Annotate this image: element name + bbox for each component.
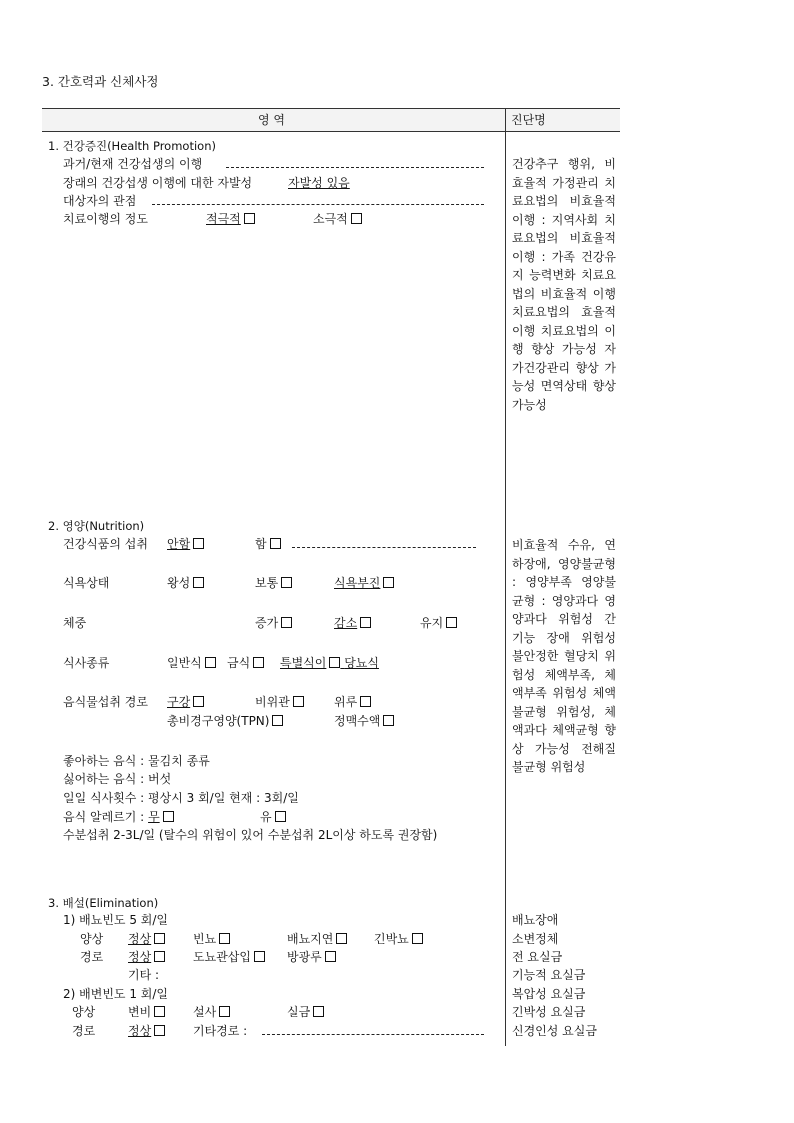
health-past-blank xyxy=(226,167,484,168)
checkbox[interactable] xyxy=(293,696,304,707)
table-column-divider xyxy=(505,108,506,1046)
checkbox[interactable] xyxy=(219,1006,230,1017)
stool-pattern-incontinence[interactable]: 실금 xyxy=(287,1005,324,1019)
table-top-border xyxy=(42,108,620,109)
health-view-blank xyxy=(152,204,484,205)
checkbox[interactable] xyxy=(154,951,165,962)
route-option-oral[interactable]: 구강 xyxy=(167,695,204,709)
checkbox[interactable] xyxy=(154,1025,165,1036)
urine-pattern-urgent[interactable]: 긴박뇨 xyxy=(374,932,423,946)
urine-route-catheter[interactable]: 도뇨관삽입 xyxy=(193,950,265,964)
elim-diagnosis-7: 신경인성 요실금 xyxy=(512,1024,597,1038)
health-diagnosis: 건강추구 행위, 비효율적 가정관리 치료요법의 비효율적 이행 : 지역사회 치료요법의 비효율적 이행 : 가족 건강유지 능력변화 치료요법의 비효율적 이행 치료요법의 효율적 이행 치료요법의 이행 향상 가능성 자가건강관리 향상 가능성 면역상태 향상 가능성 xyxy=(512,157,616,412)
nutrition-diagnosis: 비효율적 수유, 연하장애, 영양불균형 : 영양부족 영양불균형 : 영양과다 영양과다 위험성 간 기능 장애 위험성 불안정한 혈당치 위험성 체액부족, 체액부족 위험성 체액불균형 위험성, 체액과다 체액균형 향상 가능성 전해질 불균형 위험성 xyxy=(512,538,616,774)
elim-diagnosis-1: 배뇨장애 xyxy=(512,913,559,927)
checkbox[interactable] xyxy=(270,538,281,549)
urine-pattern-delay[interactable]: 배뇨지연 xyxy=(287,932,347,946)
nutrition-intake-no[interactable]: 안함 xyxy=(167,537,204,551)
stool-route-blank xyxy=(262,1034,484,1035)
checkbox[interactable] xyxy=(254,951,265,962)
nutrition-diet-label: 식사종류 xyxy=(63,656,110,670)
checkbox[interactable] xyxy=(360,617,371,628)
diet-option-2[interactable]: 금식 xyxy=(227,656,264,670)
checkbox[interactable] xyxy=(275,811,286,822)
nutrition-appetite-label: 식욕상태 xyxy=(63,576,110,590)
urine-pattern-normal[interactable]: 정상 xyxy=(128,932,165,946)
health-future-label: 장래의 건강섭생 이행에 대한 자발성 xyxy=(63,176,253,190)
checkbox[interactable] xyxy=(281,617,292,628)
checkbox[interactable] xyxy=(205,657,216,668)
checkbox[interactable] xyxy=(313,1006,324,1017)
diet-option-1[interactable]: 일반식 xyxy=(167,656,216,670)
checkbox[interactable] xyxy=(351,213,362,224)
elim-diagnosis-2: 소변정체 xyxy=(512,932,559,946)
stool-route-other: 기타경로 : xyxy=(193,1024,248,1038)
checkbox[interactable] xyxy=(244,213,255,224)
checkbox[interactable] xyxy=(163,811,174,822)
checkbox[interactable] xyxy=(154,933,165,944)
elim-diagnosis-5: 복압성 요실금 xyxy=(512,987,586,1001)
checkbox[interactable] xyxy=(272,715,283,726)
route-option-iv[interactable]: 정맥수액 xyxy=(334,714,394,728)
weight-option-2[interactable]: 감소 xyxy=(334,616,371,630)
urine-pattern-label: 양상 xyxy=(80,932,104,946)
nutrition-weight-label: 체중 xyxy=(63,616,87,630)
allergy-no-option[interactable]: 무 xyxy=(148,810,174,824)
page-title: 3. 간호력과 신체사정 xyxy=(42,74,159,89)
route-option-ng[interactable]: 비위관 xyxy=(255,695,304,709)
elimination-section-title: 3. 배설(Elimination) xyxy=(48,896,159,910)
nutrition-meals: 일일 식사횟수 : 평상시 3 회/일 현재 : 3회/일 xyxy=(63,791,299,805)
nutrition-route-label: 음식물섭취 경로 xyxy=(63,695,148,709)
health-view-label: 대상자의 관점 xyxy=(63,194,137,208)
checkbox[interactable] xyxy=(383,577,394,588)
checkbox[interactable] xyxy=(360,696,371,707)
checkbox[interactable] xyxy=(154,1006,165,1017)
appetite-option-2[interactable]: 보통 xyxy=(255,576,292,590)
nutrition-water: 수분섭취 2-3L/일 (탈수의 위험이 있어 수분섭취 2L이상 하도록 권장함) xyxy=(63,828,438,842)
header-diagnosis: 진단명 xyxy=(511,113,546,127)
stool-pattern-label: 양상 xyxy=(72,1005,96,1019)
weight-option-3[interactable]: 유지 xyxy=(420,616,457,630)
checkbox[interactable] xyxy=(412,933,423,944)
nutrition-intake-blank xyxy=(292,547,476,548)
checkbox[interactable] xyxy=(193,538,204,549)
elim-diagnosis-4: 기능적 요실금 xyxy=(512,968,586,982)
checkbox[interactable] xyxy=(193,696,204,707)
weight-option-1[interactable]: 증가 xyxy=(255,616,292,630)
nutrition-intake-yes[interactable]: 함 xyxy=(255,537,281,551)
route-option-gastrostomy[interactable]: 위루 xyxy=(334,695,371,709)
urine-route-normal[interactable]: 정상 xyxy=(128,950,165,964)
checkbox[interactable] xyxy=(446,617,457,628)
health-active-option[interactable]: 적극적 xyxy=(206,212,255,226)
header-area: 영 역 xyxy=(258,113,285,127)
checkbox[interactable] xyxy=(219,933,230,944)
checkbox[interactable] xyxy=(325,951,336,962)
stool-pattern-diarrhea[interactable]: 설사 xyxy=(193,1005,230,1019)
health-section-title: 1. 건강증진(Health Promotion) xyxy=(48,139,216,153)
table-header-border xyxy=(42,131,620,132)
diet-special-value: 당뇨식 xyxy=(344,656,379,670)
checkbox[interactable] xyxy=(336,933,347,944)
nutrition-dislike: 싫어하는 음식 : 버섯 xyxy=(63,772,172,786)
checkbox[interactable] xyxy=(193,577,204,588)
allergy-yes-option[interactable]: 유 xyxy=(260,810,286,824)
checkbox[interactable] xyxy=(383,715,394,726)
health-compliance-label: 치료이행의 정도 xyxy=(63,212,148,226)
stool-route-normal[interactable]: 정상 xyxy=(128,1024,165,1038)
health-past-label: 과거/현재 건강섭생의 이행 xyxy=(63,157,203,171)
urine-route-label: 경로 xyxy=(80,950,104,964)
urine-pattern-frequent[interactable]: 빈뇨 xyxy=(193,932,230,946)
urine-route-cystostomy[interactable]: 방광루 xyxy=(287,950,336,964)
nutrition-section-title: 2. 영양(Nutrition) xyxy=(48,519,145,533)
urine-frequency: 1) 배뇨빈도 5 회/일 xyxy=(63,913,168,927)
checkbox[interactable] xyxy=(329,657,340,668)
route-option-tpn[interactable]: 총비경구영양(TPN) xyxy=(167,714,283,728)
checkbox[interactable] xyxy=(253,657,264,668)
nutrition-intake-label: 건강식품의 섭취 xyxy=(63,537,148,551)
health-passive-option[interactable]: 소극적 xyxy=(313,212,362,226)
stool-route-label: 경로 xyxy=(72,1024,96,1038)
elim-diagnosis-6: 긴박성 요실금 xyxy=(512,1005,586,1019)
diet-option-3[interactable]: 특별식이 당뇨식 xyxy=(280,656,379,670)
elim-diagnosis-3: 전 요실금 xyxy=(512,950,563,964)
urine-route-other: 기타 : xyxy=(128,968,160,982)
stool-frequency: 2) 배변빈도 1 회/일 xyxy=(63,987,168,1001)
health-future-value: 자발성 있음 xyxy=(288,176,350,190)
appetite-option-1[interactable]: 왕성 xyxy=(167,576,204,590)
stool-pattern-constipation[interactable]: 변비 xyxy=(128,1005,165,1019)
nutrition-like: 좋아하는 음식 : 물김치 종류 xyxy=(63,754,210,768)
nutrition-allergy: 음식 알레르기 : 무 xyxy=(63,810,174,824)
checkbox[interactable] xyxy=(281,577,292,588)
appetite-option-3[interactable]: 식욕부진 xyxy=(334,576,394,590)
